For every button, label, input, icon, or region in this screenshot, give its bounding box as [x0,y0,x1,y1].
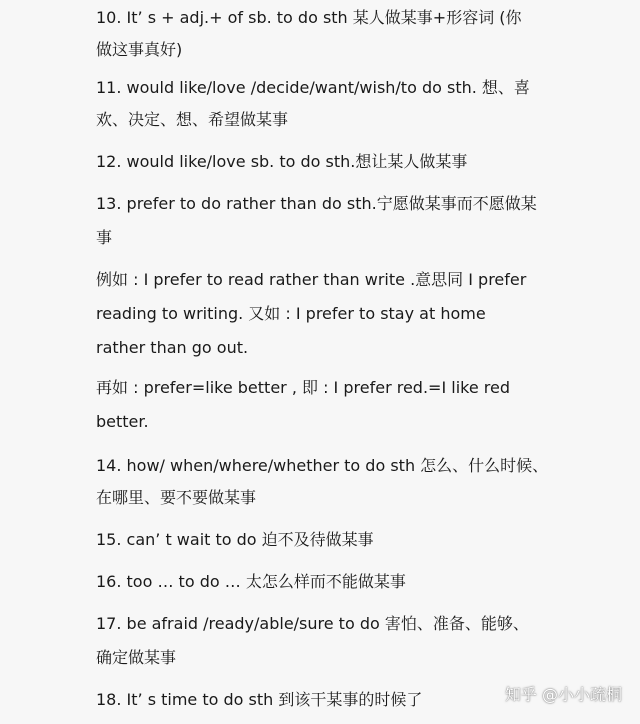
entry-13-line-2: 事 [96,228,113,247]
example-2-line-1: 再如 : prefer=like better , 即 : I prefer red.=I like red [96,378,510,397]
entry-11-line-2: 欢、决定、想、希望做某事 [96,110,289,129]
entry-17-line-1: 17. be afraid /ready/able/sure to do 害怕、准备、能够、 [96,614,529,633]
watermark: 知乎 @小小疏桐 [504,685,622,704]
entry-14-line-2: 在哪里、要不要做某事 [96,488,257,507]
example-1-line-3: rather than go out. [96,338,249,357]
entry-15-line-1: 15. can’ t wait to do 迫不及待做某事 [96,530,374,549]
entry-12-line-1: 12. would like/love sb. to do sth.想让某人做某事 [96,152,468,171]
example-1-line-1: 例如 : I prefer to read rather than write .意思同 I prefer [96,270,527,289]
entry-10-line-2: 做这事真好) [96,40,183,59]
entry-17-line-2: 确定做某事 [96,648,177,667]
example-1-line-2: reading to writing. 又如 : I prefer to stay at home [96,304,486,323]
entry-14-line-1: 14. how/ when/where/whether to do sth 怎么、什么时候、 [96,456,549,475]
entry-18-line-1: 18. It’ s time to do sth 到该干某事的时候了 [96,690,423,709]
entry-10-line-1: 10. It’ s + adj.+ of sb. to do sth 某人做某事+形容词 (你 [96,8,522,27]
example-2-line-2: better. [96,412,149,431]
entry-13-line-1: 13. prefer to do rather than do sth.宁愿做某事而不愿做某 [96,194,537,213]
entry-16-line-1: 16. too … to do … 太怎么样而不能做某事 [96,572,406,591]
entry-11-line-1: 11. would like/love /decide/want/wish/to do sth. 想、喜 [96,78,530,97]
